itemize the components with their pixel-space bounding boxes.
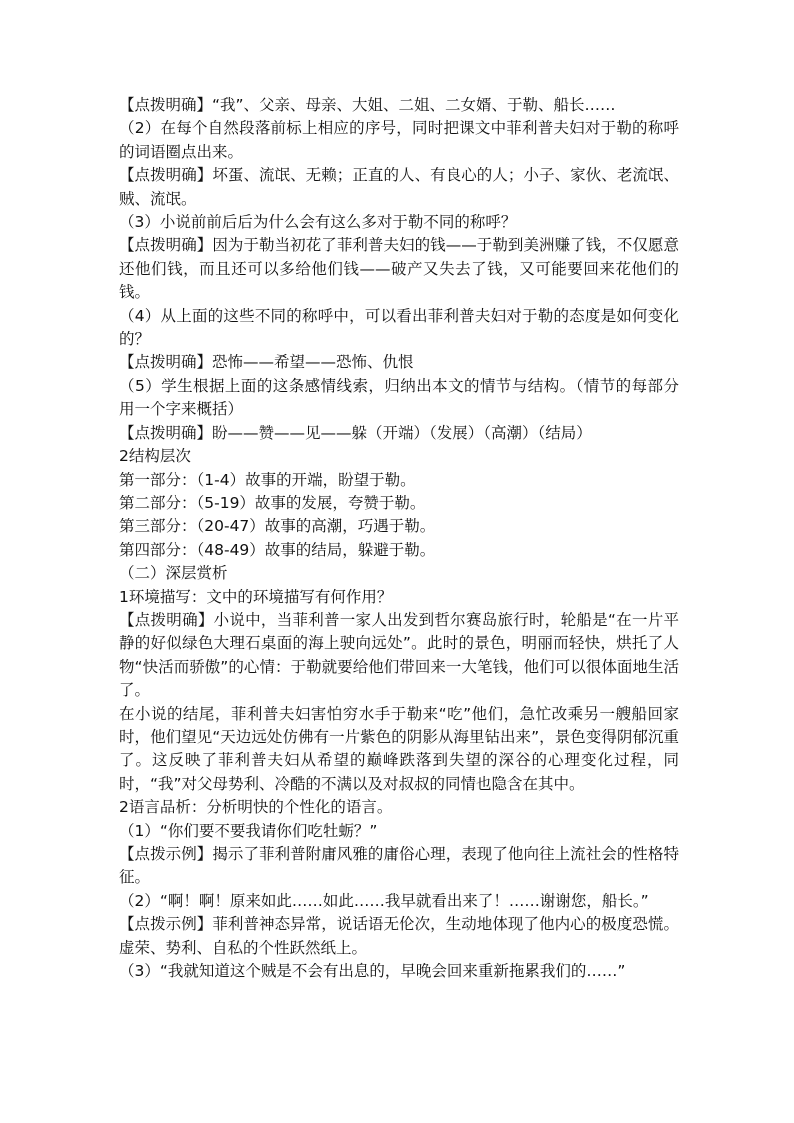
quote-3: （3）“我就知道这个贼是不会有出息的，早晚会回来重新拖累我们的……” [119, 962, 626, 981]
question-4: （4）从上面的这些不同的称呼中，可以看出菲利普夫妇对于勒的态度是如何变化的？ [119, 306, 679, 349]
environment-question: 1环境描写：文中的环境描写有何作用？ [119, 587, 393, 606]
environment-answer-1: 【点拨明确】小说中，当菲利普一家人出发到哲尔赛岛旅行时，轮船是“在一片平静的好似绿色大理石桌面的海上驶向远处”。此时的景色，明丽而轻快，烘托了人物“快活而骄傲”的心情：于勒就要给他们带回来一大笔钱，他们可以很体面地生活了。 [119, 610, 679, 700]
structure-part-1: 第一部分：（1-4）故事的开端，盼望于勒。 [119, 470, 416, 489]
question-2: （2）在每个自然段落前标上相应的序号，同时把课文中菲利普夫妇对于勒的称呼的词语圈点出来。 [119, 119, 679, 161]
answer-reason: 【点拨明确】因为于勒当初花了菲利普夫妇的钱——于勒到美洲赚了钱，不仅愿意还他们钱，而且还可以多给他们钱——破产又失去了钱，又可能要回来花他们的钱。 [119, 236, 679, 302]
document-body [119, 94, 679, 983]
section-deep-analysis-heading: （二）深层赏析 [119, 564, 228, 583]
answer-characters: 【点拨明确】“我”、父亲、母亲、大姐、二姐、二女婿、于勒、船长…… [119, 96, 616, 114]
example-2: 【点拨示例】菲利普神态异常，说话语无伦次，生动地体现了他内心的极度恐慌。虚荣、势利、自私的个性跃然纸上。 [119, 915, 679, 957]
structure-part-3: 第三部分：（20-47）故事的高潮，巧遇于勒。 [119, 517, 436, 536]
quote-1: （1）“你们要不要我请你们吃牡蛎？” [119, 821, 378, 840]
environment-answer-2: 在小说的结尾，菲利普夫妇害怕穷水手于勒来“吃”他们，急忙改乘另一艘船回家时，他们望见“天边远处仿佛有一片紫色的阴影从海里钻出来”，景色变得阴郁沉重了。这反映了菲利普夫妇从希望的巅峰跌落到失望的深谷的心理变化过程，同时，“我”对父母势利、冷酷的不满以及对叔叔的同情也隐含在其中。 [119, 704, 679, 793]
quote-2: （2）“啊！啊！原来如此……如此……我早就看出来了！……谢谢您，船长。” [119, 891, 649, 910]
question-3: （3）小说前前后后为什么会有这么多对于勒不同的称呼？ [119, 213, 517, 232]
question-5: （5）学生根据上面的这条感情线索，归纳出本文的情节与结构。（情节的每部分用一个字来概括） [119, 376, 679, 419]
section-structure-heading: 2结构层次 [119, 447, 191, 466]
structure-part-2: 第二部分：（5-19）故事的发展，夸赞于勒。 [119, 493, 426, 512]
answer-attitude: 【点拨明确】恐怖——希望——恐怖、仇恨 [119, 353, 414, 372]
answer-plot: 【点拨明确】盼——赞——见——躲（开端）（发展）（高潮）（结局） [119, 423, 592, 442]
answer-address-terms: 【点拨明确】坏蛋、流氓、无赖；正直的人、有良心的人；小子、家伙、老流氓、贼、流氓。 [119, 166, 679, 208]
language-analysis-heading: 2语言品析：分析明快的个性化的语言。 [119, 798, 393, 817]
example-1: 【点拨示例】揭示了菲利普附庸风雅的庸俗心理，表现了他向往上流社会的性格特征。 [119, 845, 679, 887]
structure-part-4: 第四部分：（48-49）故事的结局，躲避于勒。 [119, 540, 436, 559]
